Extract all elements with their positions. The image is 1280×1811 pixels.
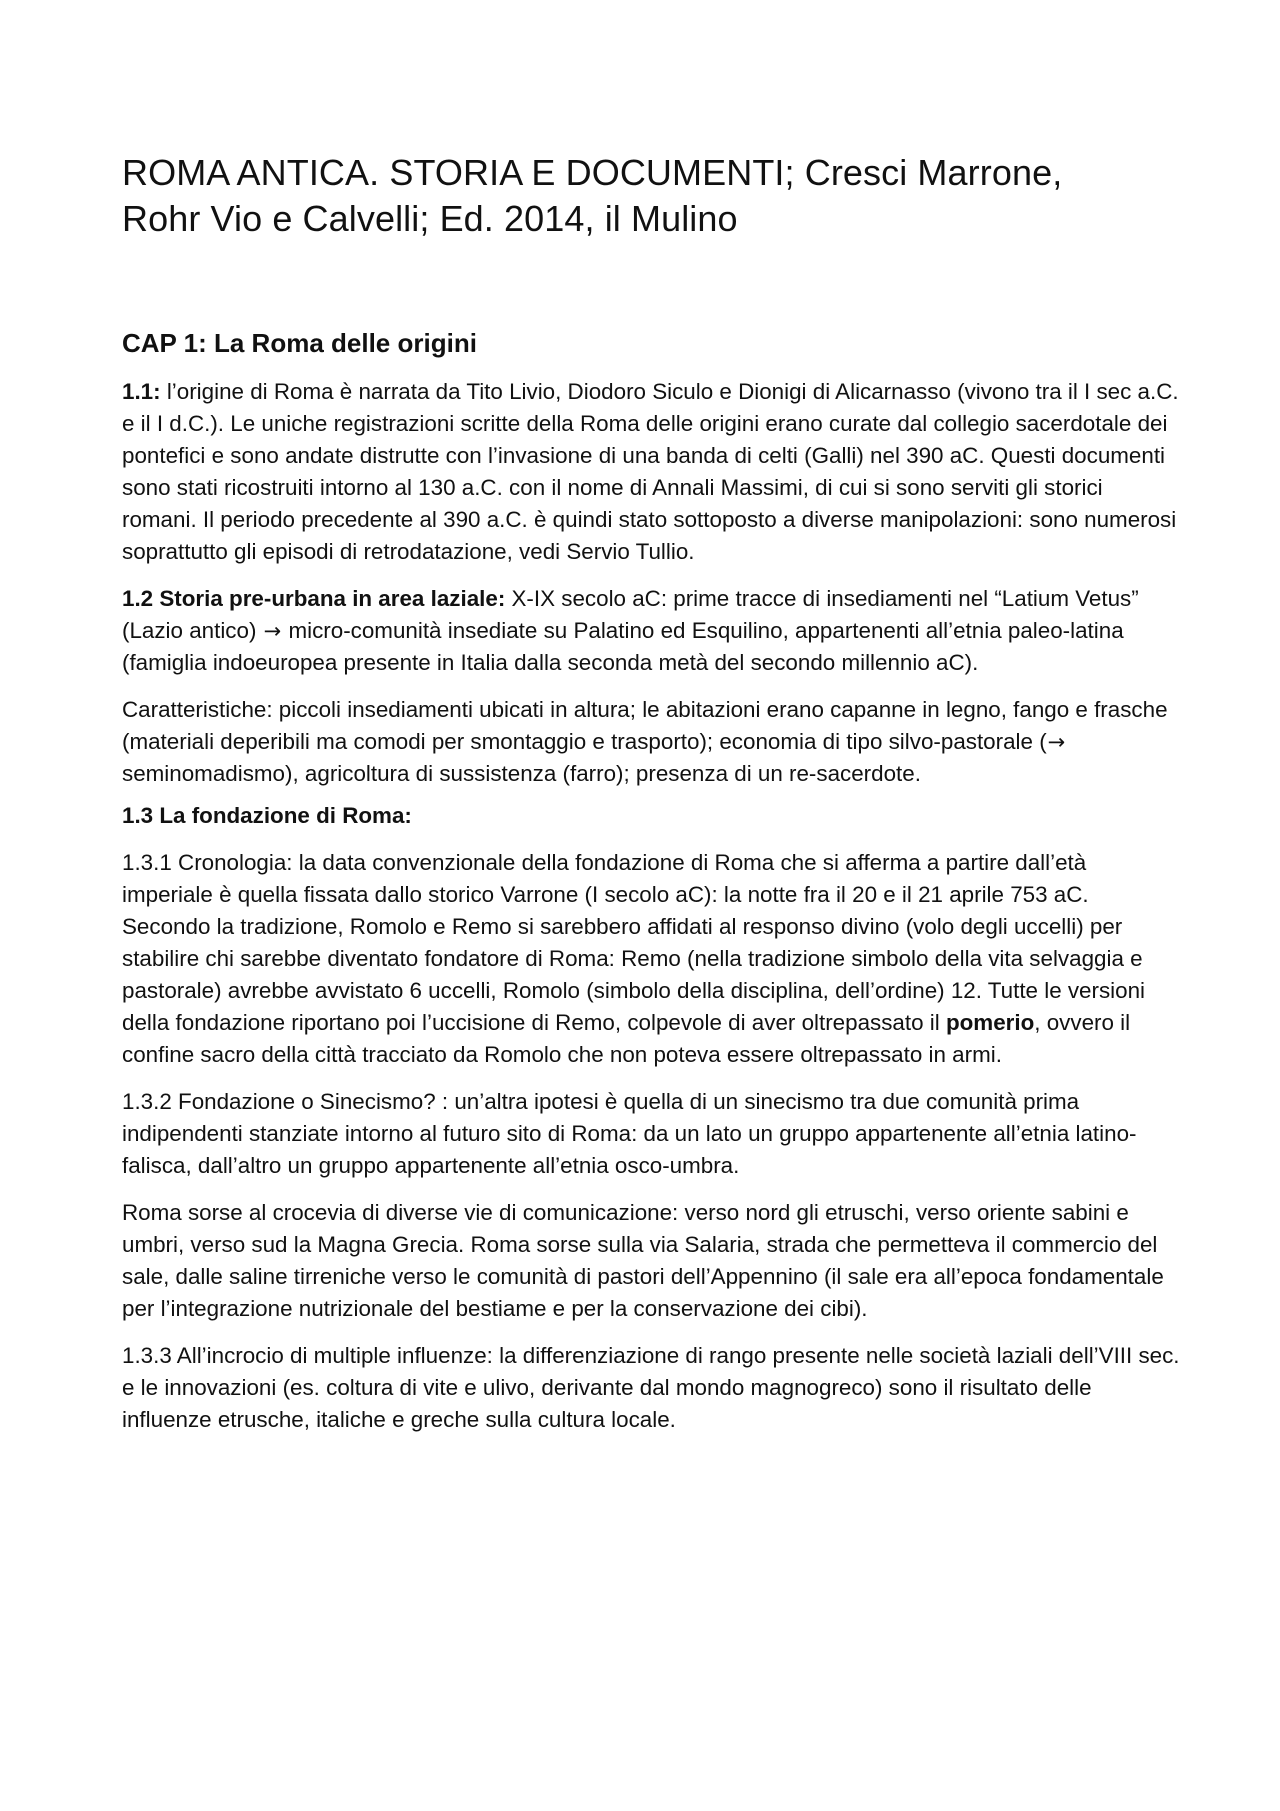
paragraph-1-3-3: 1.3.3 All’incrocio di multiple influenze: la differenziazione di rango presente nelle società laziali dell’VIII sec. e le innovazioni (es. coltura di vite e ulivo, derivante dal mondo magnogreco) sono il risultato delle influenze etrusche, italiche e greche sulla cultura locale. (122, 1343, 1180, 1432)
paragraph-1-3-1-text-b: , ovvero il confine sacro della città tracciato da Romolo che non poteva essere oltrepassato in armi. (122, 1010, 1131, 1067)
paragraph-1-1 (122, 376, 1182, 568)
document-title-line-1: ROMA ANTICA. STORIA E DOCUMENTI; Cresci Marrone, (122, 152, 1063, 193)
paragraph-1-3-1 (122, 847, 1182, 1071)
document-title (122, 150, 1182, 242)
document-page (122, 150, 1182, 1436)
term-pomerio: pomerio (945, 1010, 1035, 1035)
paragraph-1-2-text-b: micro-comunità insediate su Palatino ed Esquilino, appartenenti all’etnia paleo-latina (famiglia indoeuropea presente in Italia dalla seconda metà del secondo millennio aC). (122, 618, 1124, 675)
paragraph-1-2 (122, 583, 1182, 679)
section-label-1-2: 1.2 Storia pre-urbana in area laziale: (122, 586, 506, 611)
paragraph-1-3-2: 1.3.2 Fondazione o Sinecismo? : un’altra ipotesi è quella di un sinecismo tra due comunità prima indipendenti stanziate intorno al futuro sito di Roma: da un lato un gruppo appartenente all’etnia latino-falisca, dall’altro un gruppo appartenente all’etnia osco-umbra. (122, 1089, 1137, 1178)
paragraph-1-2-text-a: X-IX secolo aC: prime tracce di insediamenti nel “Latium Vetus” (Lazio antico) (122, 586, 1139, 643)
chapter-heading: CAP 1: La Roma delle origini (122, 328, 477, 358)
paragraph-characteristics (122, 694, 1182, 790)
characteristics-text-a: Caratteristiche: piccoli insediamenti ubicati in altura; le abitazioni erano capanne in legno, fango e frasche (materiali deperibili ma comodi per smontaggio e trasporto); economia di tipo silvo-pastorale ( (122, 697, 1168, 754)
section-label-1-1: 1.1: (122, 379, 161, 404)
right-arrow-icon: → (1047, 730, 1066, 754)
paragraph-crossroads: Roma sorse al crocevia di diverse vie di comunicazione: verso nord gli etruschi, verso oriente sabini e umbri, verso sud la Magna Grecia. Roma sorse sulla via Salaria, strada che permetteva il commercio del sale, dalle saline tirreniche verso le comunità di pastori dell’Appennino (il sale era all’epoca fondamentale per l’integrazione nutrizionale del bestiame e per la conservazione dei cibi). (122, 1200, 1164, 1321)
section-heading-1-3: 1.3 La fondazione di Roma: (122, 803, 412, 828)
right-arrow-icon: → (263, 619, 282, 643)
document-title-line-2: Rohr Vio e Calvelli; Ed. 2014, il Mulino (122, 198, 738, 239)
paragraph-1-1-text: l’origine di Roma è narrata da Tito Livio, Diodoro Siculo e Dionigi di Alicarnasso (vivono tra il I sec a.C. e il I d.C.). Le uniche registrazioni scritte della Roma delle origini erano curate dal collegio sacerdotale dei pontefici e sono andate distrutte con l’invasione di una banda di celti (Galli) nel 390 aC. Questi documenti sono stati ricostruiti intorno al 130 a.C. con il nome di Annali Massimi, di cui si sono serviti gli storici romani. Il periodo precedente al 390 a.C. è quindi stato sottoposto a diverse manipolazioni: sono numerosi soprattutto gli episodi di retrodatazione, vedi Servio Tullio. (122, 379, 1179, 564)
paragraph-1-3-1-text-a: 1.3.1 Cronologia: la data convenzionale della fondazione di Roma che si afferma a partire dall’età imperiale è quella fissata dallo storico Varrone (I secolo aC): la notte fra il 20 e il 21 aprile 753 aC. Secondo la tradizione, Romolo e Remo si sarebbero affidati al responso divino (volo degli uccelli) per stabilire chi sarebbe diventato fondatore di Roma: Remo (nella tradizione simbolo della vita selvaggia e pastorale) avrebbe avvistato 6 uccelli, Romolo (simbolo della disciplina, dell’ordine) 12. Tutte le versioni della fondazione riportano poi l’uccisione di Remo, colpevole di aver oltrepassato il (122, 850, 1146, 1035)
characteristics-text-b: seminomadismo), agricoltura di sussistenza (farro); presenza di un re-sacerdote. (122, 761, 921, 786)
